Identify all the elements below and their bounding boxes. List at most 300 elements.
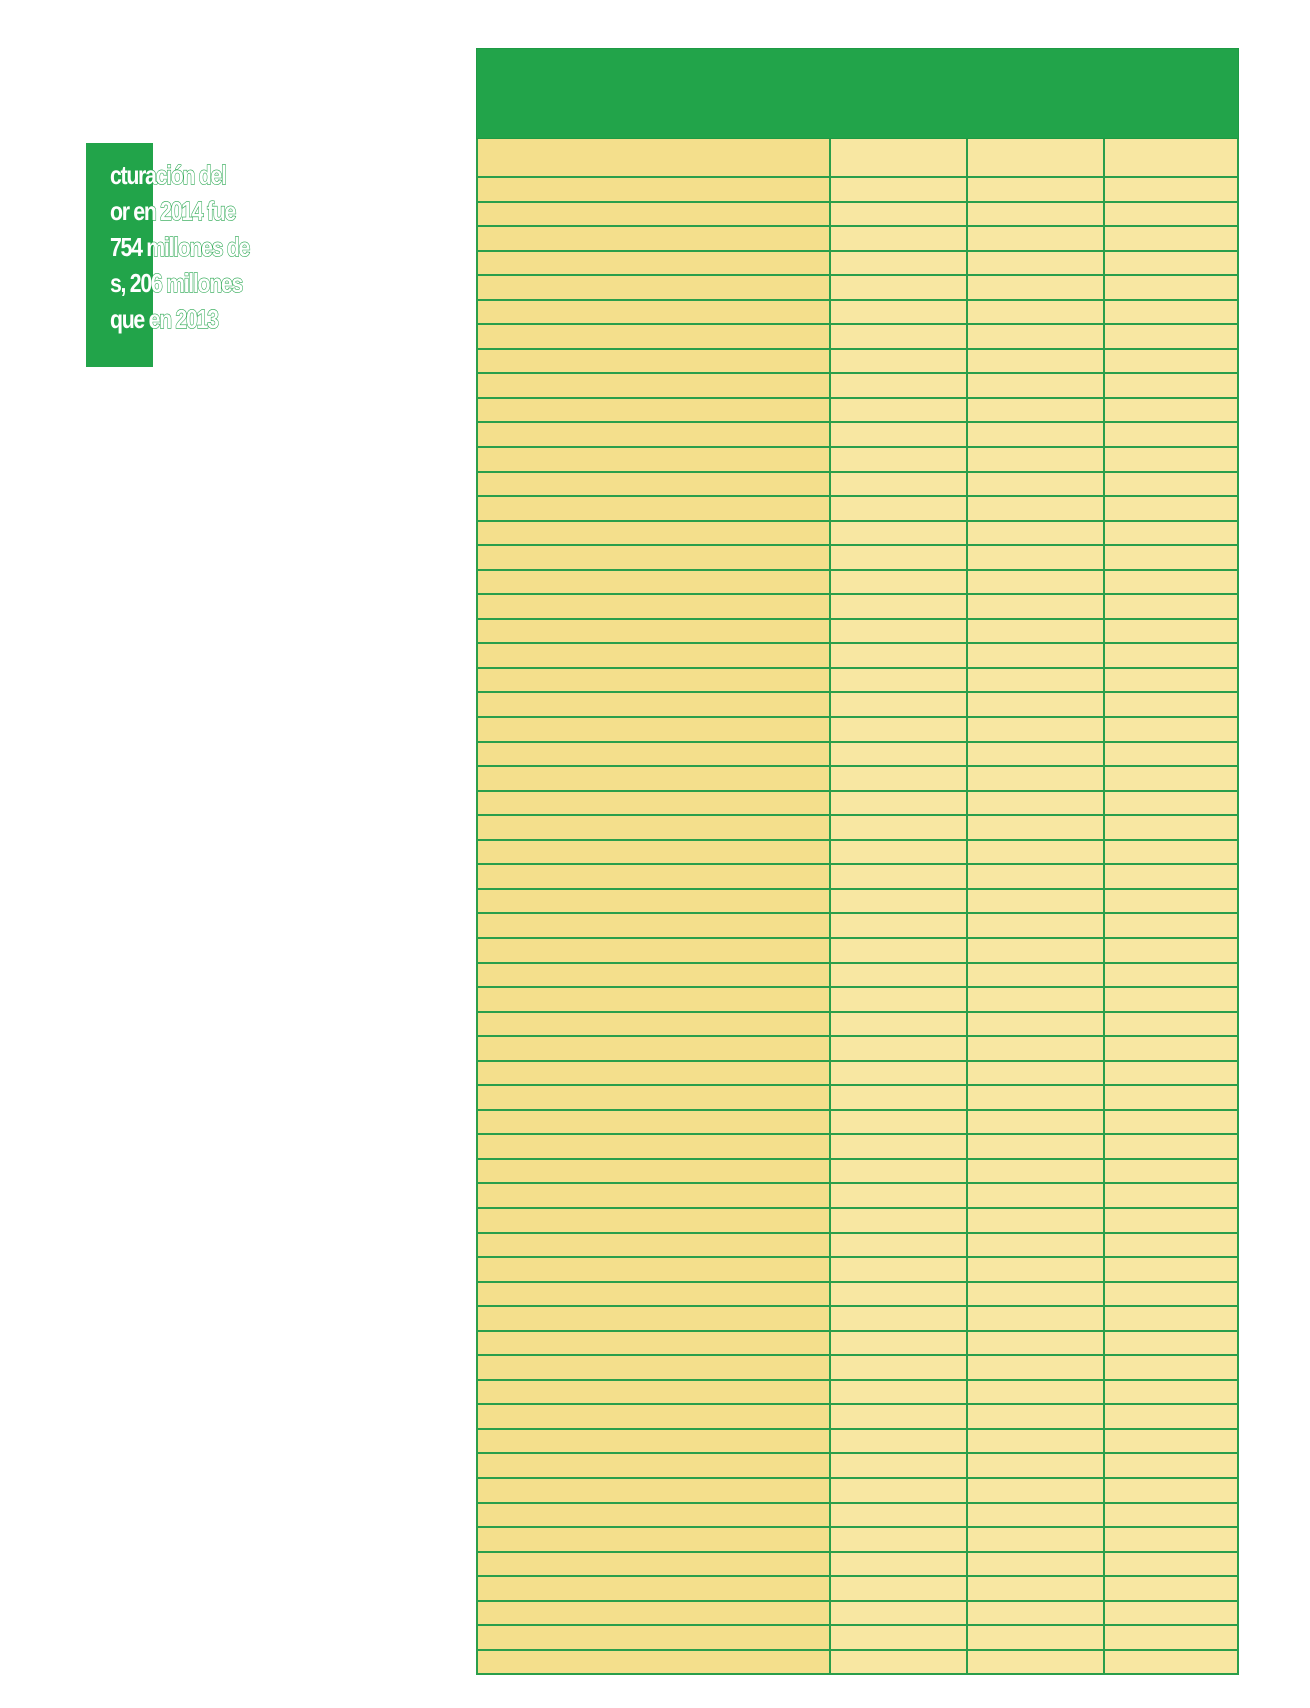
table-row — [478, 667, 1237, 692]
table-value-cell — [829, 1332, 966, 1355]
table-value-cell — [1103, 497, 1237, 520]
table-value-cell — [1103, 1651, 1237, 1674]
table-row — [478, 471, 1237, 496]
table-value-cell — [966, 792, 1103, 815]
table-value-cell — [1103, 473, 1237, 496]
table-value-cell — [966, 1479, 1103, 1502]
table-label-cell — [478, 350, 829, 373]
table-row — [478, 1182, 1237, 1207]
table-label-cell — [478, 522, 829, 545]
table-label-cell — [478, 1405, 829, 1428]
table-label-cell — [478, 1430, 829, 1453]
table-value-cell — [966, 1332, 1103, 1355]
table-row — [478, 1551, 1237, 1576]
table-value-cell — [1103, 743, 1237, 766]
table-row — [478, 520, 1237, 545]
table-value-cell — [829, 1013, 966, 1036]
table-value-cell — [829, 139, 966, 176]
table-value-cell — [829, 1479, 966, 1502]
table-row — [478, 741, 1237, 766]
table-label-cell — [478, 1528, 829, 1551]
table-label-cell — [478, 1504, 829, 1527]
table-value-cell — [966, 399, 1103, 422]
table-value-cell — [966, 743, 1103, 766]
table-value-cell — [966, 252, 1103, 275]
table-label-cell — [478, 1234, 829, 1257]
table-value-cell — [1103, 1430, 1237, 1453]
table-value-cell — [966, 301, 1103, 324]
table-value-cell — [1103, 522, 1237, 545]
table-value-cell — [1103, 792, 1237, 815]
table-row — [478, 962, 1237, 987]
table-row — [478, 299, 1237, 324]
table-label-cell — [478, 620, 829, 643]
table-label-cell — [478, 448, 829, 471]
table-value-cell — [966, 571, 1103, 594]
table-row — [478, 1133, 1237, 1158]
table-value-cell — [829, 1184, 966, 1207]
table-value-cell — [829, 890, 966, 913]
table-value-cell — [829, 1651, 966, 1674]
table-row — [478, 593, 1237, 618]
table-value-cell — [1103, 718, 1237, 741]
table-value-cell — [966, 1086, 1103, 1109]
table-value-cell — [1103, 1602, 1237, 1625]
table-row — [478, 1452, 1237, 1477]
table-row — [478, 1084, 1237, 1109]
table-row — [478, 372, 1237, 397]
table-value-cell — [1103, 1553, 1237, 1576]
table-row — [478, 323, 1237, 348]
table-value-cell — [829, 1283, 966, 1306]
table-value-cell — [966, 1577, 1103, 1600]
table-value-cell — [1103, 1234, 1237, 1257]
table-row — [478, 1526, 1237, 1551]
table-value-cell — [829, 914, 966, 937]
table-label-cell — [478, 1184, 829, 1207]
table-header — [476, 48, 1239, 139]
table-label-cell — [478, 964, 829, 987]
table-value-cell — [966, 473, 1103, 496]
table-row — [478, 814, 1237, 839]
table-value-cell — [966, 841, 1103, 864]
table-value-cell — [1103, 1454, 1237, 1477]
table-value-cell — [1103, 1160, 1237, 1183]
table-label-cell — [478, 325, 829, 348]
table-value-cell — [966, 423, 1103, 446]
table-value-cell — [1103, 1479, 1237, 1502]
table-value-cell — [966, 1062, 1103, 1085]
table-label-cell — [478, 1037, 829, 1060]
table-value-cell — [966, 914, 1103, 937]
table-label-cell — [478, 203, 829, 226]
table-value-cell — [829, 571, 966, 594]
table-value-cell — [966, 939, 1103, 962]
table-value-cell — [966, 1430, 1103, 1453]
table-label-cell — [478, 1626, 829, 1649]
table-value-cell — [829, 1258, 966, 1281]
table-value-cell — [1103, 1111, 1237, 1134]
table-value-cell — [829, 1234, 966, 1257]
table-row — [478, 912, 1237, 937]
table-row — [478, 1232, 1237, 1257]
table-value-cell — [829, 767, 966, 790]
table-value-cell — [829, 1209, 966, 1232]
table-value-cell — [966, 1258, 1103, 1281]
table-row — [478, 1158, 1237, 1183]
table-value-cell — [1103, 301, 1237, 324]
table-value-cell — [829, 1454, 966, 1477]
table-label-cell — [478, 1062, 829, 1085]
table-value-cell — [1103, 1283, 1237, 1306]
table-row — [478, 765, 1237, 790]
table-value-cell — [966, 522, 1103, 545]
table-value-cell — [829, 595, 966, 618]
table-value-cell — [966, 1405, 1103, 1428]
table-value-cell — [829, 448, 966, 471]
table-value-cell — [1103, 350, 1237, 373]
table-value-cell — [1103, 374, 1237, 397]
table-row — [478, 225, 1237, 250]
table-label-cell — [478, 497, 829, 520]
table-value-cell — [1103, 890, 1237, 913]
table-value-cell — [829, 473, 966, 496]
table-value-cell — [1103, 816, 1237, 839]
table-value-cell — [1103, 1577, 1237, 1600]
table-value-cell — [829, 276, 966, 299]
table-value-cell — [966, 1013, 1103, 1036]
table-value-cell — [966, 644, 1103, 667]
table-value-cell — [1103, 841, 1237, 864]
table-value-cell — [829, 1577, 966, 1600]
table-label-cell — [478, 1086, 829, 1109]
table-label-cell — [478, 252, 829, 275]
table-label-cell — [478, 988, 829, 1011]
table-row — [478, 790, 1237, 815]
table-value-cell — [1103, 644, 1237, 667]
table-value-cell — [966, 1602, 1103, 1625]
table-value-cell — [829, 497, 966, 520]
table-value-cell — [1103, 1405, 1237, 1428]
table-value-cell — [966, 178, 1103, 201]
table-value-cell — [1103, 325, 1237, 348]
table-row — [478, 495, 1237, 520]
table-value-cell — [1103, 399, 1237, 422]
table-value-cell — [966, 1356, 1103, 1379]
table-label-cell — [478, 1577, 829, 1600]
table-label-cell — [478, 743, 829, 766]
table-value-cell — [966, 448, 1103, 471]
table-value-cell — [966, 669, 1103, 692]
table-row — [478, 1281, 1237, 1306]
table-value-cell — [829, 939, 966, 962]
table-value-cell — [829, 1307, 966, 1330]
table-label-cell — [478, 1135, 829, 1158]
pull-quote-line: que en 2013 — [110, 304, 218, 334]
table-value-cell — [1103, 1037, 1237, 1060]
table-row — [478, 139, 1237, 176]
table-value-cell — [1103, 227, 1237, 250]
table-value-cell — [829, 1553, 966, 1576]
table-label-cell — [478, 1553, 829, 1576]
table-row — [478, 1060, 1237, 1085]
table-value-cell — [966, 1111, 1103, 1134]
table-row — [478, 691, 1237, 716]
table-value-cell — [829, 178, 966, 201]
table-value-cell — [966, 1234, 1103, 1257]
table-value-cell — [829, 1381, 966, 1404]
table-value-cell — [829, 374, 966, 397]
table-value-cell — [1103, 693, 1237, 716]
table-value-cell — [1103, 1135, 1237, 1158]
pull-quote-line: cturación del — [110, 160, 226, 190]
table-label-cell — [478, 865, 829, 888]
table-value-cell — [829, 423, 966, 446]
table-value-cell — [1103, 1013, 1237, 1036]
table-value-cell — [966, 1307, 1103, 1330]
table-value-cell — [829, 792, 966, 815]
table-value-cell — [1103, 939, 1237, 962]
table-value-cell — [829, 325, 966, 348]
table-label-cell — [478, 178, 829, 201]
table-row — [478, 1330, 1237, 1355]
table-value-cell — [1103, 1086, 1237, 1109]
table-value-cell — [966, 497, 1103, 520]
table-value-cell — [829, 301, 966, 324]
table-value-cell — [1103, 546, 1237, 569]
table-value-cell — [966, 865, 1103, 888]
table-value-cell — [966, 1454, 1103, 1477]
table-row — [478, 569, 1237, 594]
table-value-cell — [1103, 423, 1237, 446]
table-row — [478, 201, 1237, 226]
table-label-cell — [478, 914, 829, 937]
table-row — [478, 250, 1237, 275]
table-label-cell — [478, 939, 829, 962]
table-value-cell — [829, 743, 966, 766]
table-value-cell — [966, 1037, 1103, 1060]
table-value-cell — [966, 203, 1103, 226]
table-value-cell — [1103, 1332, 1237, 1355]
table-row — [478, 1305, 1237, 1330]
table-value-cell — [966, 1528, 1103, 1551]
table-row — [478, 618, 1237, 643]
table-value-cell — [829, 1356, 966, 1379]
table-value-cell — [1103, 1062, 1237, 1085]
table-value-cell — [966, 890, 1103, 913]
table-value-cell — [966, 1160, 1103, 1183]
table-label-cell — [478, 139, 829, 176]
table-value-cell — [829, 841, 966, 864]
table-value-cell — [829, 865, 966, 888]
table-label-cell — [478, 816, 829, 839]
table-value-cell — [966, 988, 1103, 1011]
table-value-cell — [1103, 669, 1237, 692]
table-row — [478, 348, 1237, 373]
table-label-cell — [478, 1332, 829, 1355]
table-value-cell — [966, 350, 1103, 373]
table-value-cell — [1103, 1184, 1237, 1207]
table-value-cell — [966, 325, 1103, 348]
table-label-cell — [478, 1111, 829, 1134]
table-value-cell — [1103, 1307, 1237, 1330]
table-value-cell — [829, 1430, 966, 1453]
table-value-cell — [829, 1086, 966, 1109]
table-value-cell — [966, 595, 1103, 618]
table-row — [478, 1624, 1237, 1649]
table-label-cell — [478, 718, 829, 741]
table-value-cell — [966, 1651, 1103, 1674]
table-value-cell — [829, 1037, 966, 1060]
pull-quote-line: 754 millones de — [110, 232, 250, 262]
table-label-cell — [478, 1307, 829, 1330]
table-value-cell — [1103, 571, 1237, 594]
table-label-cell — [478, 571, 829, 594]
table-row — [478, 986, 1237, 1011]
table-value-cell — [966, 1209, 1103, 1232]
table-row — [478, 716, 1237, 741]
table-row — [478, 176, 1237, 201]
table-value-cell — [966, 1381, 1103, 1404]
table-value-cell — [966, 139, 1103, 176]
table-value-cell — [1103, 1626, 1237, 1649]
table-row — [478, 544, 1237, 569]
table-row — [478, 1502, 1237, 1527]
table-value-cell — [1103, 178, 1237, 201]
table-label-cell — [478, 546, 829, 569]
table-value-cell — [966, 816, 1103, 839]
data-table — [476, 48, 1239, 1675]
table-label-cell — [478, 1258, 829, 1281]
table-value-cell — [829, 816, 966, 839]
table-row — [478, 397, 1237, 422]
table-label-cell — [478, 1602, 829, 1625]
table-value-cell — [966, 693, 1103, 716]
table-value-cell — [829, 964, 966, 987]
table-row — [478, 1011, 1237, 1036]
table-value-cell — [1103, 620, 1237, 643]
table-value-cell — [966, 1184, 1103, 1207]
table-value-cell — [829, 644, 966, 667]
table-row — [478, 1477, 1237, 1502]
table-label-cell — [478, 1479, 829, 1502]
table-value-cell — [1103, 1258, 1237, 1281]
table-value-cell — [1103, 767, 1237, 790]
table-body — [476, 139, 1239, 1675]
table-value-cell — [829, 227, 966, 250]
table-value-cell — [1103, 203, 1237, 226]
table-value-cell — [1103, 139, 1237, 176]
table-label-cell — [478, 644, 829, 667]
table-value-cell — [966, 1626, 1103, 1649]
table-row — [478, 1207, 1237, 1232]
table-value-cell — [966, 276, 1103, 299]
table-value-cell — [829, 1062, 966, 1085]
table-row — [478, 446, 1237, 471]
table-value-cell — [1103, 988, 1237, 1011]
table-label-cell — [478, 1209, 829, 1232]
table-value-cell — [966, 1553, 1103, 1576]
table-value-cell — [829, 522, 966, 545]
table-value-cell — [829, 1504, 966, 1527]
table-value-cell — [829, 718, 966, 741]
table-row — [478, 1649, 1237, 1674]
table-label-cell — [478, 1283, 829, 1306]
table-row — [478, 1109, 1237, 1134]
table-label-cell — [478, 669, 829, 692]
table-value-cell — [829, 693, 966, 716]
table-value-cell — [829, 669, 966, 692]
table-value-cell — [1103, 276, 1237, 299]
table-row — [478, 642, 1237, 667]
table-value-cell — [829, 988, 966, 1011]
table-label-cell — [478, 301, 829, 324]
table-row — [478, 1428, 1237, 1453]
table-row — [478, 274, 1237, 299]
table-value-cell — [829, 399, 966, 422]
table-row — [478, 839, 1237, 864]
table-row — [478, 937, 1237, 962]
table-label-cell — [478, 595, 829, 618]
table-value-cell — [966, 620, 1103, 643]
table-label-cell — [478, 693, 829, 716]
table-value-cell — [829, 1528, 966, 1551]
table-value-cell — [1103, 595, 1237, 618]
table-value-cell — [1103, 1381, 1237, 1404]
table-value-cell — [829, 203, 966, 226]
table-label-cell — [478, 473, 829, 496]
table-value-cell — [829, 252, 966, 275]
table-label-cell — [478, 767, 829, 790]
table-row — [478, 888, 1237, 913]
table-value-cell — [829, 1160, 966, 1183]
table-value-cell — [1103, 1356, 1237, 1379]
table-label-cell — [478, 1356, 829, 1379]
table-row — [478, 1379, 1237, 1404]
table-value-cell — [966, 1504, 1103, 1527]
table-value-cell — [1103, 914, 1237, 937]
table-row — [478, 1035, 1237, 1060]
table-label-cell — [478, 399, 829, 422]
table-label-cell — [478, 1013, 829, 1036]
pull-quote — [110, 157, 323, 337]
table-value-cell — [1103, 865, 1237, 888]
table-value-cell — [829, 620, 966, 643]
pull-quote-line: s, 206 millones — [110, 268, 243, 298]
table-label-cell — [478, 1381, 829, 1404]
table-value-cell — [829, 1405, 966, 1428]
table-label-cell — [478, 374, 829, 397]
table-label-cell — [478, 1160, 829, 1183]
table-row — [478, 1575, 1237, 1600]
table-label-cell — [478, 276, 829, 299]
table-value-cell — [829, 546, 966, 569]
table-row — [478, 421, 1237, 446]
table-value-cell — [966, 227, 1103, 250]
table-label-cell — [478, 841, 829, 864]
table-value-cell — [829, 1626, 966, 1649]
table-value-cell — [829, 350, 966, 373]
table-label-cell — [478, 1651, 829, 1674]
table-row — [478, 863, 1237, 888]
table-row — [478, 1354, 1237, 1379]
table-value-cell — [1103, 1209, 1237, 1232]
table-row — [478, 1403, 1237, 1428]
table-label-cell — [478, 890, 829, 913]
table-value-cell — [1103, 964, 1237, 987]
table-label-cell — [478, 227, 829, 250]
table-value-cell — [966, 546, 1103, 569]
